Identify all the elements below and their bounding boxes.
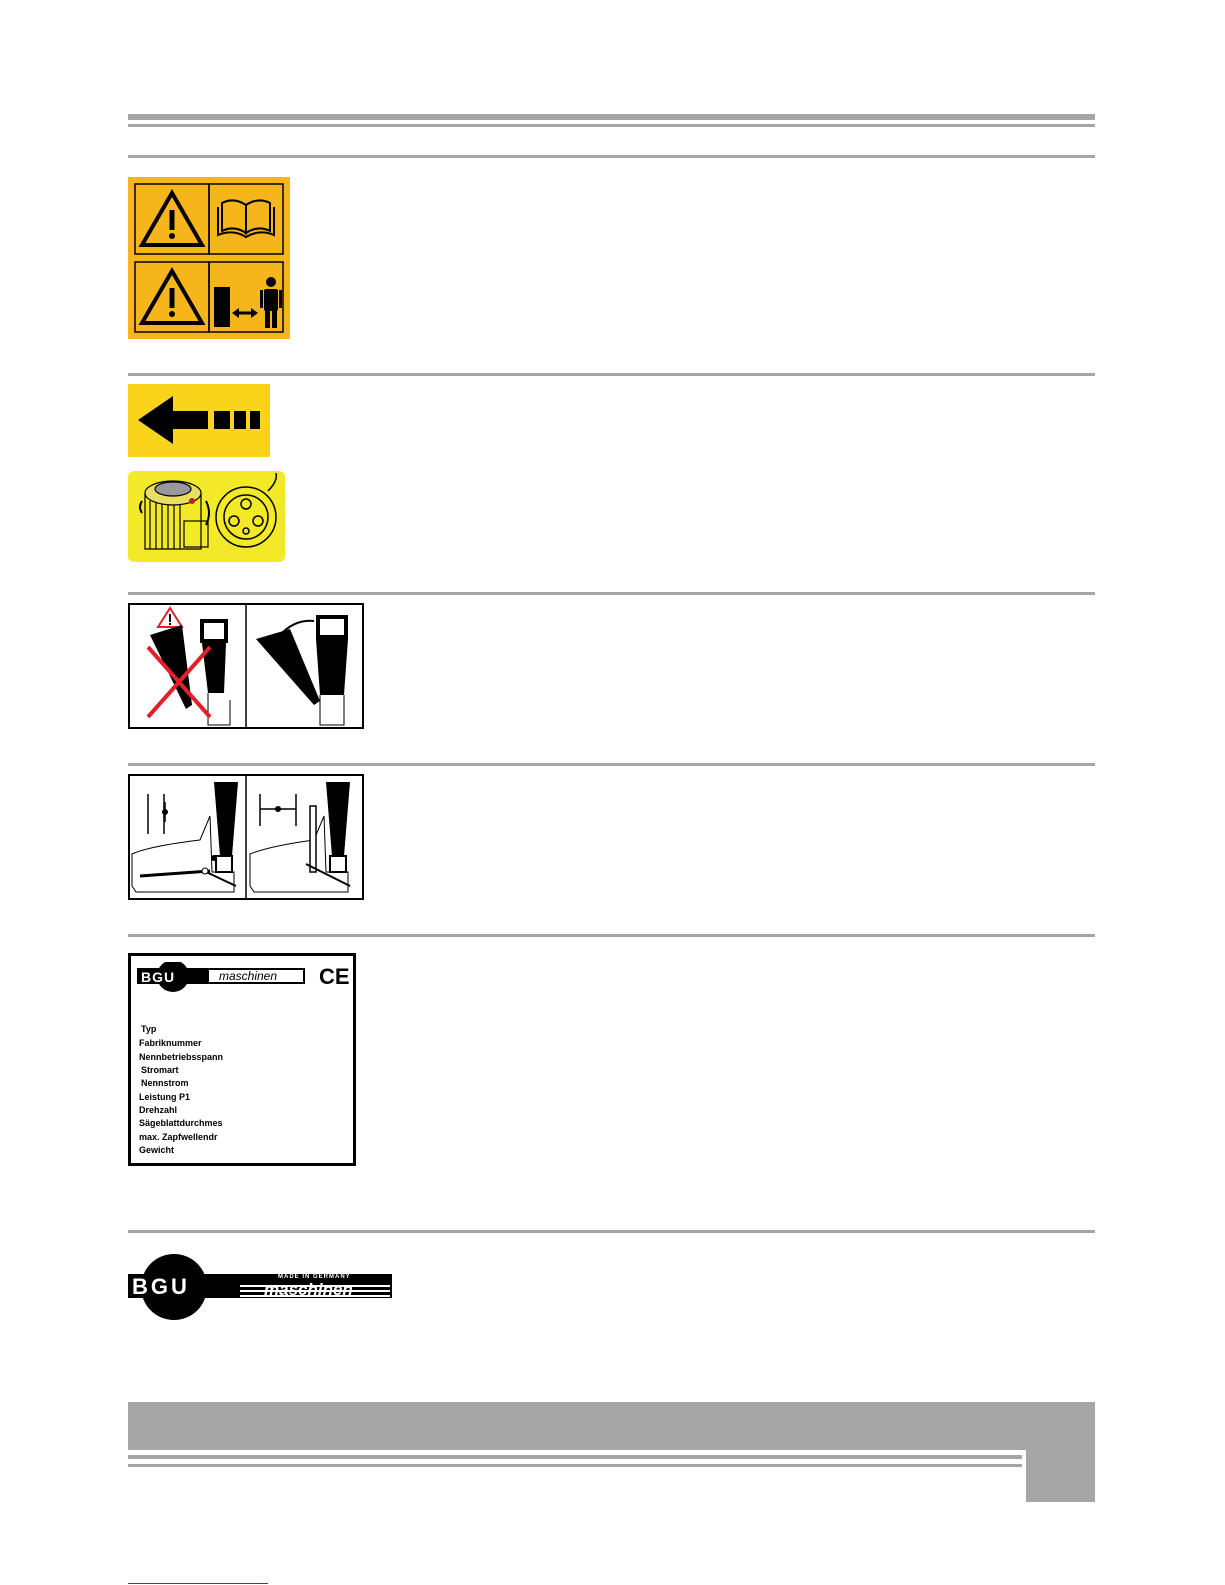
plug-icon (216, 473, 276, 547)
footer-bar (128, 1402, 1095, 1450)
lever-icon (130, 776, 362, 898)
keep-distance-icon (214, 277, 282, 328)
header-rule-thin (128, 124, 1095, 127)
type-plate-brand (137, 968, 305, 986)
logo-brand-sub: maschinen (264, 1280, 353, 1299)
type-plate-field: max. Zapfwellendr (139, 1132, 218, 1142)
type-plate-field: Leistung P1 (139, 1092, 191, 1102)
footer-link-underline (128, 1583, 268, 1584)
chute-position-decal (128, 603, 364, 729)
warning-triangle-icon (142, 271, 202, 323)
section-divider (128, 763, 1095, 766)
type-plate-field: Nennstrom (141, 1078, 189, 1088)
type-plate-field: Sägeblattdurchmes (139, 1118, 223, 1128)
lever-position-decal (128, 774, 364, 900)
section-divider (128, 934, 1095, 937)
type-plate-field: Nennbetriebsspann (139, 1052, 224, 1062)
warning-triangle-icon (158, 608, 182, 627)
warning-triangle-icon (142, 193, 202, 245)
section-divider (128, 373, 1095, 376)
ce-mark: CE (319, 964, 350, 989)
type-plate-field: Typ (141, 1024, 157, 1034)
type-plate-field: Gewicht (139, 1145, 175, 1155)
section-divider (128, 155, 1095, 158)
motor-rotation-decal (128, 471, 285, 562)
type-plate-field: Fabriknummer (139, 1038, 202, 1048)
bgu-logo (128, 1254, 393, 1320)
arrow-left-icon (128, 384, 270, 457)
header-rule-thick (128, 114, 1095, 120)
type-plate-field: Drehzahl (139, 1105, 178, 1115)
warning-decal (128, 177, 290, 339)
manual-book-icon (218, 200, 274, 237)
section-divider (128, 1230, 1095, 1233)
footer-rule-thin (128, 1464, 1022, 1467)
section-divider (128, 592, 1095, 595)
direction-arrow-decal (128, 384, 270, 457)
logo-brand: BGU (132, 1274, 190, 1299)
motor-icon (140, 481, 209, 549)
page-number-tab (1026, 1450, 1095, 1502)
type-plate (128, 953, 356, 1166)
type-plate-brand-sub: maschinen (219, 969, 278, 983)
logo-tagline: MADE IN GERMANY (278, 1274, 351, 1280)
type-plate-field: Stromart (141, 1065, 179, 1075)
type-plate-brand-text: BGU (141, 969, 176, 985)
footer-rule-thick (128, 1455, 1022, 1459)
